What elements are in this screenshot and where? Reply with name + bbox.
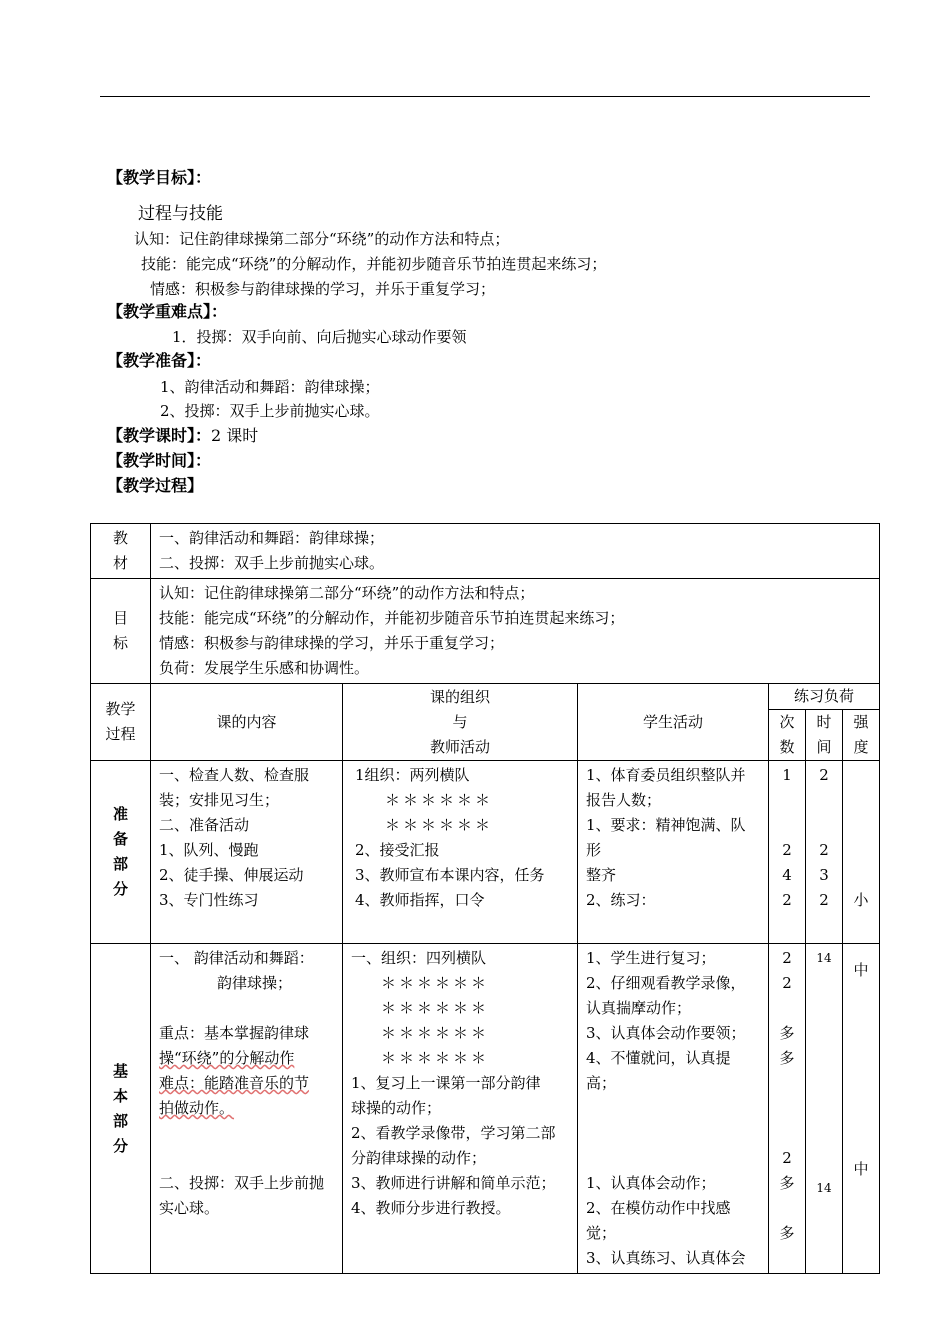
header-student: 学生活动 (578, 684, 769, 761)
cognition-line: 认知：记住韵律球操第二部分“环绕”的动作方法和特点； (134, 230, 510, 248)
lesson-table (90, 523, 880, 1274)
material-label: 教 材 (91, 524, 151, 579)
keypoint-heading: 【教学重难点】： (107, 302, 228, 321)
header-row-1 (91, 684, 880, 710)
header-process: 教学 过程 (91, 684, 151, 761)
header-duration: 时 间 (806, 710, 843, 761)
prep-section-times: 1 2 4 2 (769, 761, 806, 944)
header-rule (100, 96, 870, 97)
material-content: 一、韵律活动和舞蹈：韵律球操； 二、投掷：双手上步前抛实心球。 (151, 524, 880, 579)
objective-heading: 【教学目标】： (107, 168, 212, 187)
goal-label: 目 标 (91, 579, 151, 684)
prep-section-label: 准 备 部 分 (91, 761, 151, 944)
header-content: 课的内容 (151, 684, 343, 761)
hours-value: 2 课时 (211, 426, 259, 445)
prep-2: 2、投掷：双手上步前抛实心球。 (160, 402, 380, 420)
skill-line: 技能：能完成“环绕”的分解动作，并能初步随音乐节拍连贯起来练习； (141, 255, 607, 273)
keypoint-1: 1．投掷：双手向前、向后抛实心球动作要领 (172, 328, 467, 346)
main-section-row (91, 944, 880, 1274)
prep-heading: 【教学准备】： (107, 351, 212, 370)
main-section-content: 一、 韵律活动和舞蹈： 韵律球操； 重点：基本掌握韵律球 操“环绕”的分解动作 难点：能踏准音乐的节 拍做动作。 二、投掷：双手上步前抛 实心球。 (151, 944, 343, 1274)
main-section-duration: 14 14 (806, 944, 843, 1274)
header-times: 次 数 (769, 710, 806, 761)
header-intensity: 强 度 (843, 710, 880, 761)
main-section-student: 1、学生进行复习； 2、仔细观看教学录像， 认真揣摩动作； 3、认真体会动作要领； 4、不懂就问，认真提高； 1、认真体会动作； 2、在模仿动作中找感 觉； 3、认真练习、认真体会 (578, 944, 769, 1274)
prep-section-row (91, 761, 880, 944)
prep-section-content: 一、检查人数、检查服 装；安排见习生； 二、准备活动 1、队列、慢跑 2、徒手操、伸展运动 3、专门性练习 (151, 761, 343, 944)
prep-section-student: 1、体育委员组织整队并 报告人数； 1、要求：精神饱满、队形 整齐 2、练习： (578, 761, 769, 944)
time-heading: 【教学时间】： (107, 451, 212, 470)
emotion-line: 情感：积极参与韵律球操的学习，并乐于重复学习； (150, 280, 496, 298)
goal-row (91, 579, 880, 684)
hours-heading: 【教学课时】： (107, 426, 212, 445)
prep-section-org: 1组织：两列横队 ＊＊＊＊＊＊ ＊＊＊＊＊＊ 2、接受汇报 3、教师宣布本课内容，任务 4、教师指挥，口令 (343, 761, 578, 944)
prep-section-duration: 2 2 3 2 (806, 761, 843, 944)
goal-content: 认知：记住韵律球操第二部分“环绕”的动作方法和特点； 技能：能完成“环绕”的分解动作，并能初步随音乐节拍连贯起来练习； 情感：积极参与韵律球操的学习，并乐于重复学习； 负荷：发展学生乐感和协调性。 (151, 579, 880, 684)
main-section-intensity: 中 中 (843, 944, 880, 1274)
main-section-label: 基 本 部 分 (91, 944, 151, 1274)
main-section-org: 一、组织：四列横队 ＊＊＊＊＊＊ ＊＊＊＊＊＊ ＊＊＊＊＊＊ ＊＊＊＊＊＊ 1、复习上一课第一部分韵律 球操的动作； 2、看教学录像带，学习第二部 分韵律球操的动作； 3、教师进行讲解和简单示范； 4、教师分步进行教授。 (343, 944, 578, 1274)
prep-section-intensity: 小 (843, 761, 880, 944)
main-section-times: 2 2 多 多 2 多 多 (769, 944, 806, 1274)
prep-1: 1、韵律活动和舞蹈：韵律球操； (160, 378, 380, 396)
header-org: 课的组织 与 教师活动 (343, 684, 578, 761)
material-row (91, 524, 880, 579)
hours-line (107, 426, 258, 446)
process-heading: 【教学过程】 (107, 476, 204, 495)
header-load: 练习负荷 (769, 684, 880, 710)
subheading: 过程与技能 (138, 204, 223, 224)
